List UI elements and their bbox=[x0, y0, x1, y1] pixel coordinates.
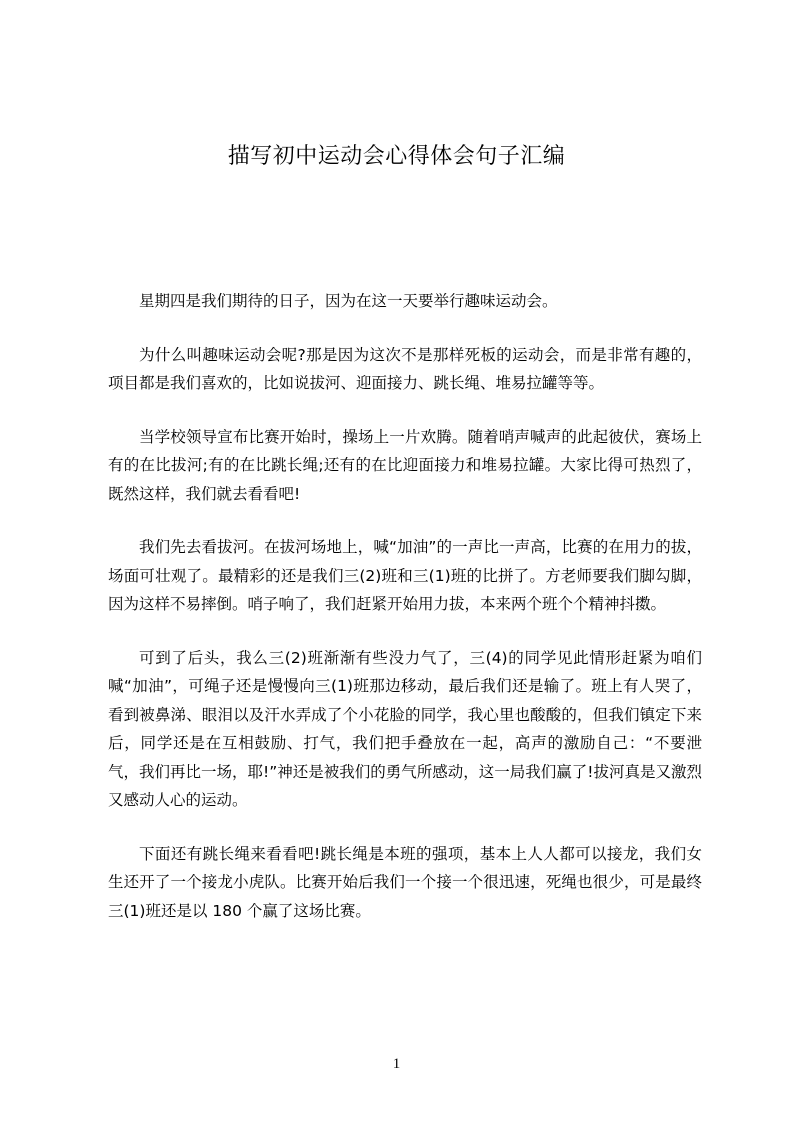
paragraph: 可到了后头，我么三(2)班渐渐有些没力气了，三(4)的同学见此情形赶紧为咱们喊“加油”，可绳子还是慢慢向三(1)班那边移动，最后我们还是输了。班上有人哭了，看到被鼻涕、眼泪以及汗水弄成了个小花脸的同学，我心里也酸酸的，但我们镇定下来后，同学还是在互相鼓励、打气，我们把手叠放在一起，高声的激励自己：“不要泄气，我们再比一场，耶!”神还是被我们的勇气所感动，这一局我们赢了!拔河真是又激烈又感动人心的运动。 bbox=[108, 648, 702, 809]
document-title: 描写初中运动会心得体会句子汇编 bbox=[227, 144, 566, 169]
document-body bbox=[108, 287, 702, 950]
page-number: 1 bbox=[392, 1056, 401, 1072]
paragraph: 我们先去看拔河。在拔河场地上，喊“加油”的一声比一声高，比赛的在用力的拔，场面可壮观了。最精彩的还是我们三(2)班和三(1)班的比拼了。方老师要我们脚勾脚，因为这样不易摔倒。哨子响了，我们赶紧开始用力拔，本来两个班个个精神抖擞。 bbox=[108, 538, 702, 613]
paragraph: 下面还有跳长绳来看看吧!跳长绳是本班的强项，基本上人人都可以接龙，我们女生还开了一个接龙小虎队。比赛开始后我们一个接一个很迅速，死绳也很少，可是最终三(1)班还是以 180 个赢了这场比赛。 bbox=[108, 844, 702, 920]
paragraph: 当学校领导宣布比赛开始时，操场上一片欢腾。随着哨声喊声的此起彼伏，赛场上有的在比拔河;有的在比跳长绳;还有的在比迎面接力和堆易拉罐。大家比得可热烈了，既然这样，我们就去看看吧! bbox=[108, 427, 702, 503]
paragraph: 为什么叫趣味运动会呢?那是因为这次不是那样死板的运动会，而是非常有趣的，项目都是我们喜欢的，比如说拔河、迎面接力、跳长绳、堆易拉罐等等。 bbox=[108, 345, 702, 392]
paragraph: 星期四是我们期待的日子，因为在这一天要举行趣味运动会。 bbox=[139, 292, 558, 310]
